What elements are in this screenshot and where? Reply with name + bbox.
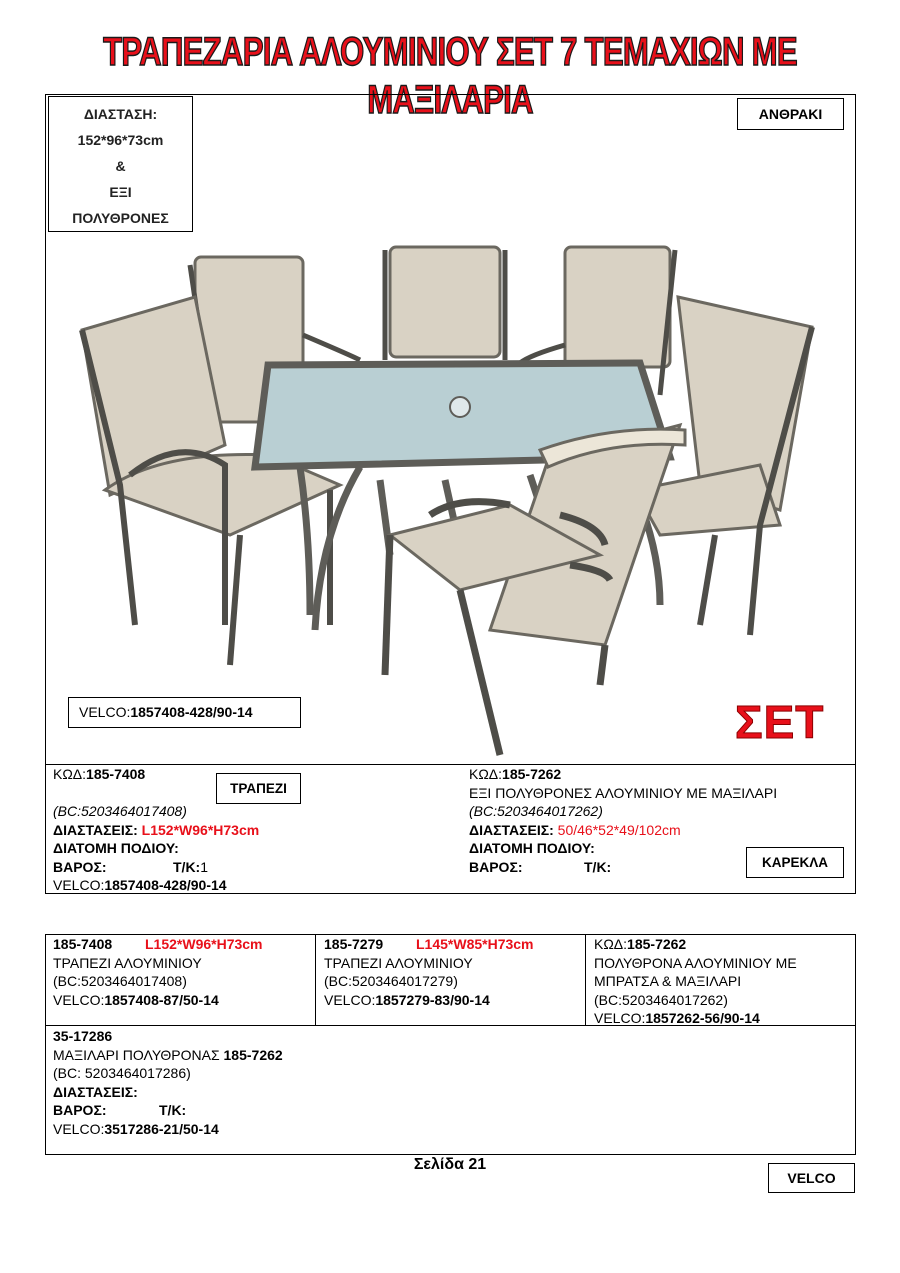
right-desc: ΕΞΙ ΠΟΛΥΘΡΟΝΕΣ ΑΛΟΥΜΙΝΙΟΥ ΜΕ ΜΑΞΙΛΑΡΙ [469, 784, 778, 801]
variant-1-code: 185-7408 [53, 936, 113, 952]
right-dims-label: ΔΙΑΣΤΑΣΕΙΣ: [469, 821, 554, 838]
variant-3-desc2: ΜΠΡΑΤΣΑ & ΜΑΞΙΛΑΡΙ [594, 973, 742, 989]
variant-1-velco: 1857408-87/50-14 [104, 991, 219, 1008]
dimension-ampersand: & [115, 158, 126, 174]
cushion-velco-prefix: VELCO: [53, 1120, 105, 1137]
variant-2-desc: ΤΡΑΠΕΖΙ ΑΛΟΥΜΙΝΙΟΥ [324, 954, 473, 971]
chair-tag: ΚΑΡΕΚΛΑ [746, 847, 844, 878]
page-title: ΤΡΑΠΕΖΑΡΙΑ ΑΛΟΥΜΙΝΙΟΥ ΣΕΤ 7 ΤΕΜΑΧΙΩΝ ΜΕ ΜΑΞΙΛΑΡΙΑ [103, 30, 797, 122]
left-barcode: (BC:5203464017408) [53, 803, 187, 819]
left-weight-label: ΒΑΡΟΣ: [53, 858, 107, 875]
left-dims-label: ΔΙΑΣΤΑΣΕΙΣ: [53, 821, 138, 838]
variant-1-dims: L152*W96*H73cm [145, 936, 263, 952]
right-barcode: (BC:5203464017262) [469, 803, 603, 819]
variant-1-barcode: (BC:5203464017408) [53, 973, 187, 989]
variant-3-barcode: (BC:5203464017262) [594, 991, 728, 1008]
variant-3-velco-prefix: VELCO: [594, 1010, 646, 1026]
right-dims: 50/46*52*49/102cm [557, 821, 681, 838]
variant-2-code: 185-7279 [324, 936, 384, 952]
right-code-prefix: ΚΩΔ: [469, 766, 503, 782]
color-label-box: ΑΝΘΡΑΚΙ [737, 98, 844, 130]
brand-box: VELCO [768, 1163, 855, 1193]
cushion-tk-label: Τ/Κ: [159, 1102, 187, 1118]
back-chair-center [385, 247, 505, 360]
cushion-dims-label: ΔΙΑΣΤΑΣΕΙΣ: [53, 1083, 138, 1100]
left-code: 185-7408 [86, 766, 146, 782]
cushion-weight-label: ΒΑΡΟΣ: [53, 1102, 107, 1118]
cushion-velco: 3517286-21/50-14 [104, 1120, 219, 1137]
photo-velco-prefix: VELCO: [79, 704, 131, 720]
right-tk-label: Τ/Κ: [584, 858, 612, 875]
left-velco: 1857408-428/90-14 [104, 877, 227, 893]
left-code-prefix: ΚΩΔ: [53, 766, 87, 782]
right-code: 185-7262 [502, 766, 562, 782]
variant-1-desc: ΤΡΑΠΕΖΙ ΑΛΟΥΜΙΝΙΟΥ [53, 954, 202, 971]
right-weight-label: ΒΑΡΟΣ: [469, 858, 523, 875]
dimension-box [48, 96, 193, 232]
photo-velco-box [68, 697, 301, 728]
variant-3-desc1: ΠΟΛΥΘΡΟΝΑ ΑΛΟΥΜΙΝΙΟΥ ΜΕ [594, 954, 797, 971]
variants-col-divider-1 [315, 934, 316, 1026]
left-velco-prefix: VELCO: [53, 877, 105, 893]
product-photo [60, 235, 840, 765]
set-label: ΣΕΤ [735, 696, 825, 748]
variant-3-velco: 1857262-56/90-14 [645, 1010, 760, 1026]
dimension-label: ΔΙΑΣΤΑΣΗ: [83, 106, 158, 122]
table-tag: ΤΡΑΠΕΖΙ [216, 773, 301, 804]
chair-front [385, 425, 685, 755]
variant-cell-1 [53, 935, 313, 1009]
cushion-code: 35-17286 [53, 1028, 113, 1044]
variant-3-code-prefix: ΚΩΔ: [594, 936, 628, 952]
left-tk-value: 1 [200, 858, 209, 875]
variant-2-barcode: (BC:5203464017279) [324, 973, 458, 989]
cushion-desc-code: 185-7262 [223, 1046, 283, 1063]
variant-1-velco-prefix: VELCO: [53, 991, 105, 1008]
variants-col-divider-2 [585, 934, 586, 1026]
left-dims: L152*W96*H73cm [141, 821, 260, 838]
cushion-desc: ΜΑΞΙΛΑΡΙ ΠΟΛΥΘΡΟΝΑΣ [53, 1046, 224, 1063]
variant-cell-3 [594, 935, 854, 1028]
dimension-value: 152*96*73cm [77, 132, 164, 148]
right-leg-label: ΔΙΑΤΟΜΗ ΠΟΔΙΟΥ: [469, 840, 595, 856]
variant-2-velco: 1857279-83/90-14 [375, 991, 490, 1008]
variant-2-dims: L145*W85*H73cm [416, 936, 534, 952]
dimension-six: ΕΞΙ [109, 184, 132, 200]
left-tk-label: Τ/Κ: [173, 858, 201, 875]
cushion-barcode: (BC: 5203464017286) [53, 1065, 191, 1081]
photo-velco-code: 1857408-428/90-14 [130, 704, 253, 720]
dimension-armchairs: ΠΟΛΥΘΡΟΝΕΣ [72, 210, 169, 226]
page-number: Σελίδα 21 [413, 1156, 487, 1173]
variant-3-code: 185-7262 [627, 936, 687, 952]
variant-2-velco-prefix: VELCO: [324, 991, 376, 1008]
cushion-cell [53, 1027, 553, 1138]
variant-cell-2 [324, 935, 584, 1009]
left-leg-label: ΔΙΑΤΟΜΗ ΠΟΔΙΟΥ: [53, 840, 179, 856]
